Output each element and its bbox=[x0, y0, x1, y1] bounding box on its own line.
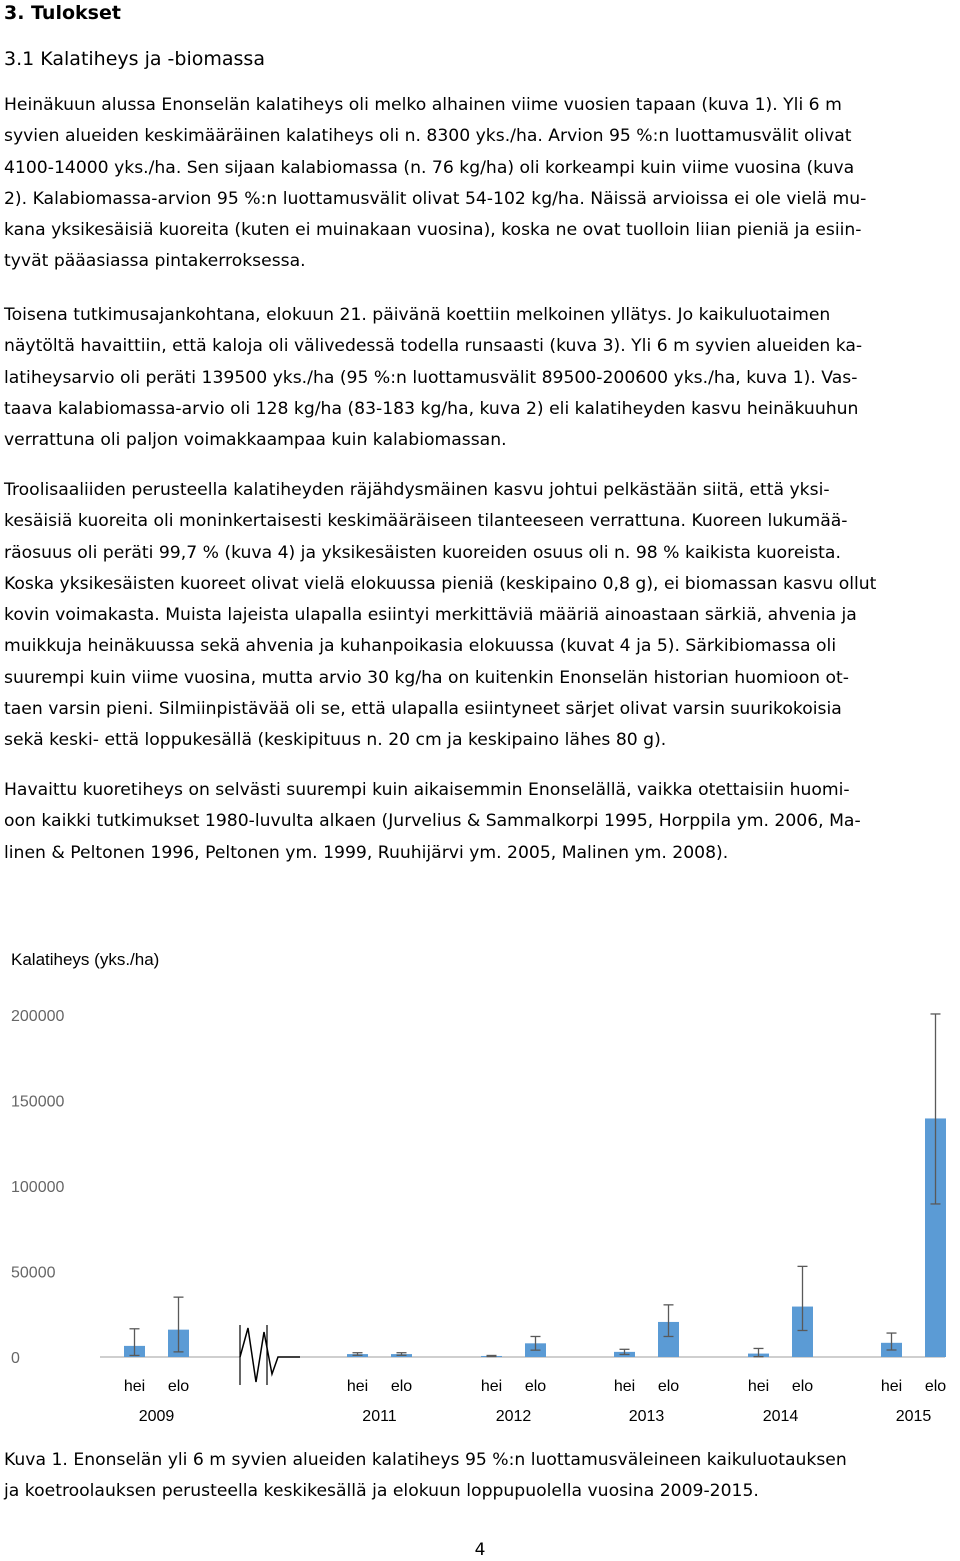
x-tick-label: elo bbox=[167, 1378, 190, 1395]
x-tick-label: hei bbox=[613, 1378, 636, 1395]
text-line: Heinäkuun alussa Enonselän kalatiheys oli melko alhainen viime vuosien tapaan (kuva 1). Yli 6 m bbox=[4, 95, 842, 115]
text-line: suurempi kuin viime vuosina, mutta arvio 30 kg/ha on kuitenkin Enonselän historian huomioon ot- bbox=[4, 667, 849, 688]
year-label: 2014 bbox=[762, 1408, 799, 1425]
caption-line: ja koetroolauksen perusteella keskikesällä ja elokuun loppupuolella vuosina 2009-2015. bbox=[4, 1481, 759, 1501]
fish-density-chart bbox=[0, 930, 960, 1430]
subsection-heading: 3.1 Kalatiheys ja -biomassa bbox=[4, 48, 265, 70]
y-tick-label: 100000 bbox=[11, 1179, 65, 1196]
paragraph-2 bbox=[4, 300, 956, 456]
text-line: kovin voimakasta. Muista lajeista ulapalla esiintyi merkittäviä määriä ainoastaan särkiä, ahvenia ja bbox=[4, 605, 857, 626]
x-tick-label: elo bbox=[390, 1378, 413, 1395]
text-line: tyvät pääasiassa pintakerroksessa. bbox=[4, 251, 306, 272]
chart-title: Kalatiheys (yks./ha) bbox=[11, 950, 160, 969]
text-line: kana yksikesäisiä kuoreita (kuten ei muinakaan vuosina), koska ne ovat tuolloin liian pieniä ja esiin- bbox=[4, 220, 862, 241]
figure-caption bbox=[4, 1445, 847, 1507]
year-label: 2012 bbox=[495, 1408, 532, 1425]
text-line: räosuus oli peräti 99,7 % (kuva 4) ja yksikesäisten kuoreiden osuus oli n. 98 % kaikista kuoreista. bbox=[4, 542, 841, 563]
text-line: Troolisaaliiden perusteella kalatiheyden räjähdysmäinen kasvu johtui pelkästään siitä, että yksi- bbox=[4, 480, 830, 500]
text-line: 2). Kalabiomassa-arvion 95 %:n luottamusvälit olivat 54-102 kg/ha. Näissä arvioissa ei ole vielä mu- bbox=[4, 188, 867, 209]
page-number: 4 bbox=[474, 1540, 486, 1560]
x-tick-label: elo bbox=[657, 1378, 680, 1395]
text-line: Havaittu kuoretiheys on selvästi suurempi kuin aikaisemmin Enonselällä, vaikka otettaisiin huomi- bbox=[4, 780, 850, 800]
year-label: 2009 bbox=[138, 1408, 175, 1425]
text-line: latiheysarvio oli peräti 139500 yks./ha (95 %:n luottamusvälit 89500-200600 yks./ha, kuva 1). Vas- bbox=[4, 367, 858, 388]
text-line: muikkuja heinäkuussa sekä ahvenia ja kuhanpoikasia elokuussa (kuvat 4 ja 5). Särkibiomassa oli bbox=[4, 636, 837, 657]
year-label: 2011 bbox=[362, 1408, 397, 1425]
y-tick-label: 150000 bbox=[11, 1093, 65, 1111]
x-tick-label: hei bbox=[346, 1378, 369, 1395]
text-line: taen varsin pieni. Silmiinpistävää oli se, että ulapalla esiintyneet särjet olivat varsin suurikokoisia bbox=[4, 699, 842, 720]
section-heading: 3. Tulokset bbox=[4, 2, 121, 24]
text-line: linen & Peltonen 1996, Peltonen ym. 1999, Ruuhijärvi ym. 2005, Malinen ym. 2008). bbox=[4, 842, 729, 863]
text-line: 4100-14000 yks./ha. Sen sijaan kalabiomassa (n. 76 kg/ha) oli korkeampi kuin viime vuosina (kuva bbox=[4, 157, 855, 178]
x-tick-label: elo bbox=[524, 1378, 547, 1395]
y-tick-label: 50000 bbox=[11, 1264, 56, 1282]
text-line: verrattuna oli paljon voimakkaampaa kuin kalabiomassan. bbox=[4, 430, 507, 451]
chart-svg bbox=[0, 930, 960, 1430]
text-line: kesäisiä kuoreita oli moninkertaisesti keskimääräiseen tilanteeseen verrattuna. Kuoreen lukumää- bbox=[4, 511, 848, 532]
axis-break-mark bbox=[240, 1328, 300, 1382]
x-tick-label: hei bbox=[123, 1378, 146, 1395]
x-tick-label: hei bbox=[747, 1378, 770, 1395]
year-label: 2015 bbox=[895, 1408, 932, 1425]
text-line: oon kaikki tutkimukset 1980-luvulta alkaen (Jurvelius & Sammalkorpi 1995, Horppila ym. 2006, Ma- bbox=[4, 811, 861, 832]
paragraph-4 bbox=[4, 775, 956, 869]
text-line: Koska yksikesäisten kuoreet olivat vielä elokuussa pieniä (keskipaino 0,8 g), ei biomassan kasvu ollut bbox=[4, 573, 877, 594]
caption-line: Kuva 1. Enonselän yli 6 m syvien alueiden kalatiheys 95 %:n luottamusväleineen kaikuluotauksen bbox=[4, 1450, 847, 1470]
y-tick-label: 200000 bbox=[11, 1008, 65, 1025]
paragraph-3 bbox=[4, 475, 956, 757]
x-tick-label: hei bbox=[880, 1378, 903, 1395]
text-line: sekä keski- että loppukesällä (keskipituus n. 20 cm ja keskipaino lähes 80 g). bbox=[4, 730, 667, 751]
x-tick-label: elo bbox=[791, 1378, 814, 1395]
paragraph-1 bbox=[4, 90, 956, 278]
y-tick-label: 0 bbox=[11, 1350, 20, 1367]
text-line: taava kalabiomassa-arvio oli 128 kg/ha (83-183 kg/ha, kuva 2) eli kalatiheyden kasvu heinäkuuhun bbox=[4, 398, 859, 419]
x-tick-label: elo bbox=[924, 1378, 947, 1395]
text-line: näytöltä havaittiin, että kaloja oli välivedessä todella runsaasti (kuva 3). Yli 6 m syvien alueiden ka- bbox=[4, 336, 863, 357]
text-line: Toisena tutkimusajankohtana, elokuun 21. päivänä koettiin melkoinen yllätys. Jo kaikuluotaimen bbox=[4, 305, 831, 325]
year-label: 2013 bbox=[628, 1408, 665, 1425]
text-line: syvien alueiden keskimääräinen kalatiheys oli n. 8300 yks./ha. Arvion 95 %:n luottamusvälit olivat bbox=[4, 126, 852, 147]
x-tick-label: hei bbox=[480, 1378, 503, 1395]
